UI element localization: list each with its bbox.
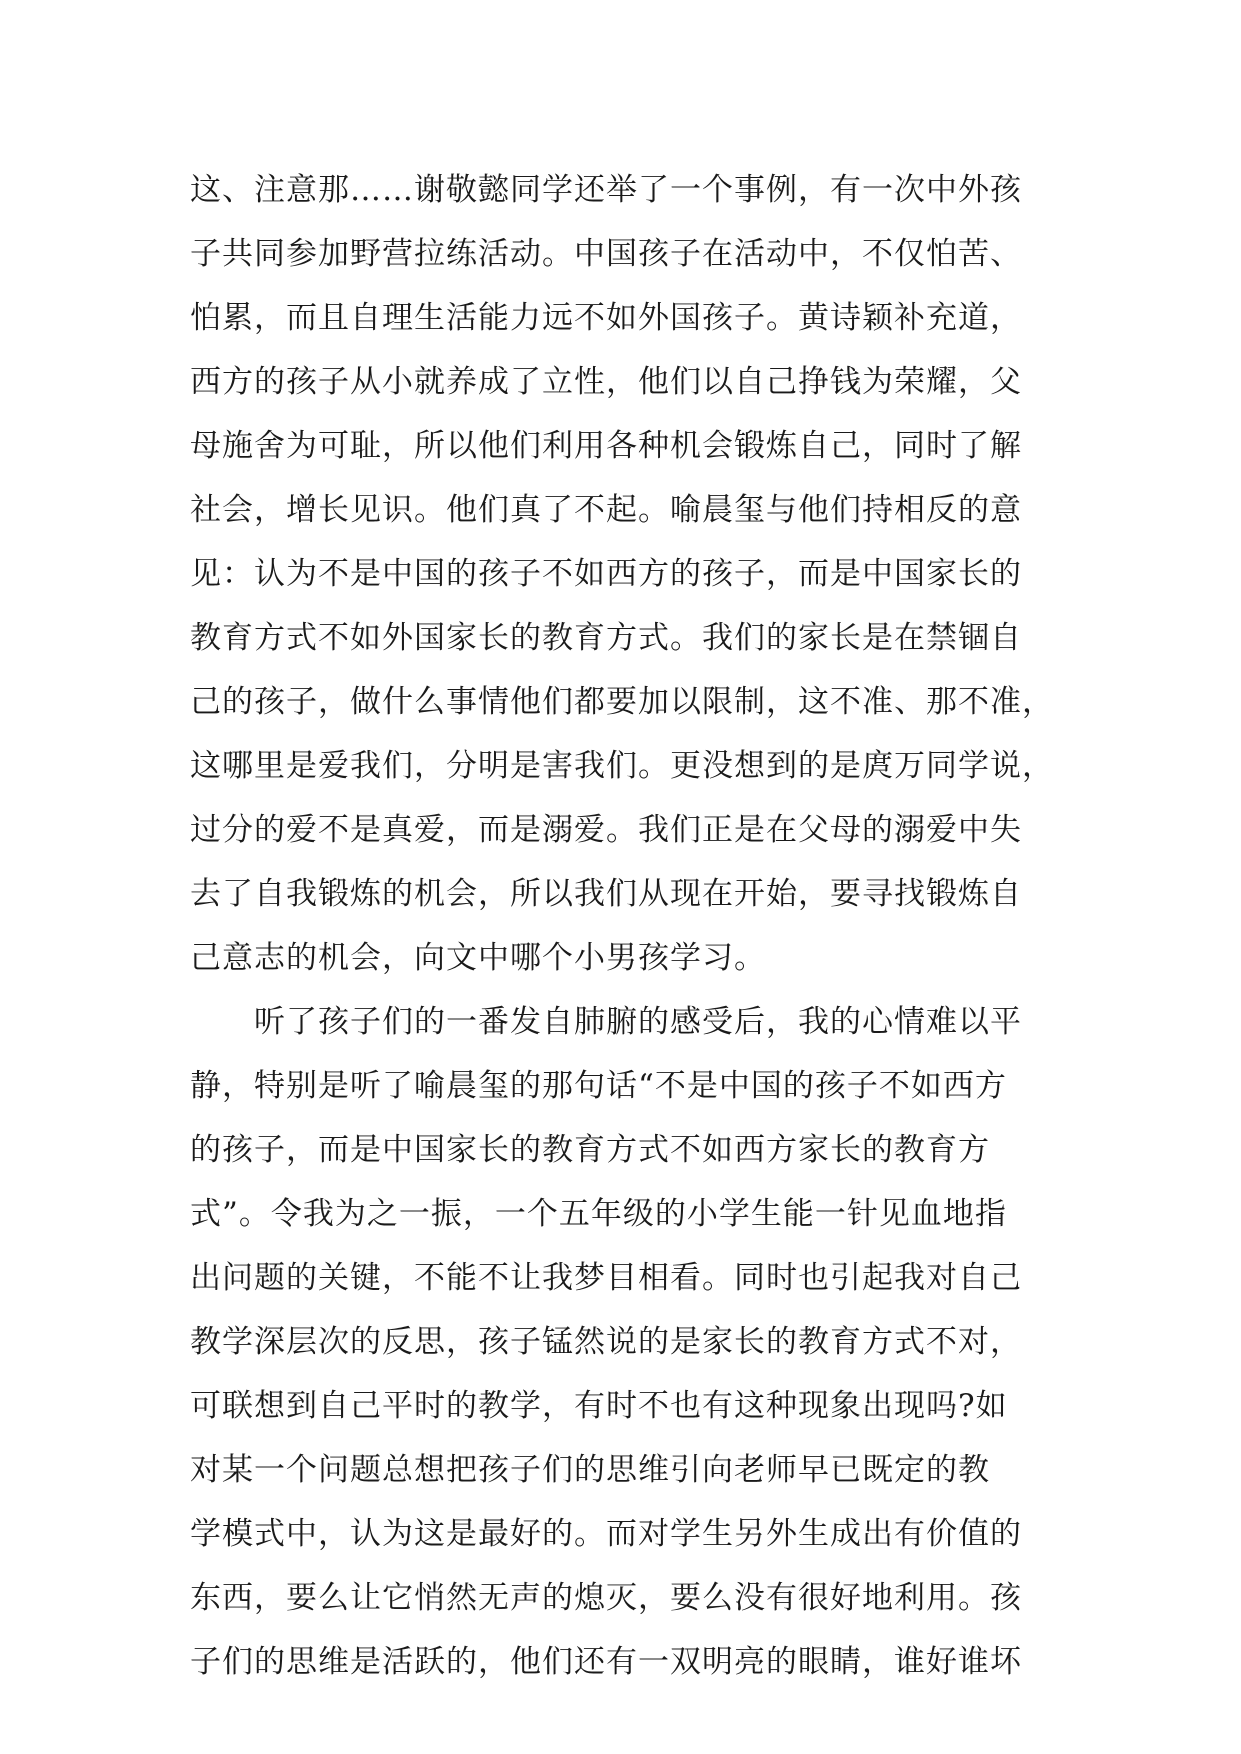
text-line: 教学深层次的反思，孩子锰然说的是家长的教育方式不对， (190, 1324, 1022, 1360)
text-line: 西方的孩子从小就养成了立性，他们以自己挣钱为荣耀，父 (190, 364, 1022, 400)
text-line: 教育方式不如外国家长的教育方式。我们的家长是在禁锢自 (190, 620, 1022, 656)
text-line: 出问题的关键，不能不让我梦目相看。同时也引起我对自己 (190, 1260, 1022, 1296)
text-line: 静，特别是听了喻晨玺的那句话“不是中国的孩子不如西方 (190, 1068, 1007, 1104)
text-line: 见：认为不是中国的孩子不如西方的孩子，而是中国家长的 (190, 556, 1022, 592)
text-line: 对某一个问题总想把孩子们的思维引向老师早已既定的教 (190, 1452, 990, 1488)
text-line: 社会，增长见识。他们真了不起。喻晨玺与他们持相反的意 (190, 492, 1022, 528)
body-text (190, 158, 1060, 1694)
text-line: 去了自我锻炼的机会，所以我们从现在开始，要寻找锻炼自 (190, 876, 1022, 912)
text-line: 子们的思维是活跃的，他们还有一双明亮的眼睛，谁好谁坏 (190, 1644, 1022, 1680)
text-line: 的孩子，而是中国家长的教育方式不如西方家长的教育方 (190, 1132, 990, 1168)
text-line: 过分的爱不是真爱，而是溺爱。我们正是在父母的溺爱中失 (190, 812, 1022, 848)
text-line: 这、注意那……谢敬懿同学还举了一个事例，有一次中外孩 (190, 172, 1022, 208)
text-line: 听了孩子们的一番发自肺腑的感受后，我的心情难以平 (190, 1004, 1022, 1040)
text-line: 怕累，而且自理生活能力远不如外国孩子。黄诗颖补充道， (190, 300, 1022, 336)
text-line: 己的孩子，做什么事情他们都要加以限制，这不准、那不准， (190, 684, 1054, 720)
text-line: 这哪里是爱我们，分明是害我们。更没想到的是庹万同学说， (190, 748, 1054, 784)
text-line: 可联想到自己平时的教学，有时不也有这种现象出现吗?如 (190, 1388, 1008, 1424)
text-line: 式”。令我为之一振，一个五年级的小学生能一针见血地指 (190, 1196, 1007, 1232)
text-line: 己意志的机会，向文中哪个小男孩学习。 (190, 940, 766, 976)
text-line: 母施舍为可耻，所以他们利用各种机会锻炼自己，同时了解 (190, 428, 1022, 464)
text-line: 子共同参加野营拉练活动。中国孩子在活动中，不仅怕苦、 (190, 236, 1022, 272)
text-line: 东西，要么让它悄然无声的熄灭，要么没有很好地利用。孩 (190, 1580, 1022, 1616)
text-line: 学模式中，认为这是最好的。而对学生另外生成出有价值的 (190, 1516, 1022, 1552)
